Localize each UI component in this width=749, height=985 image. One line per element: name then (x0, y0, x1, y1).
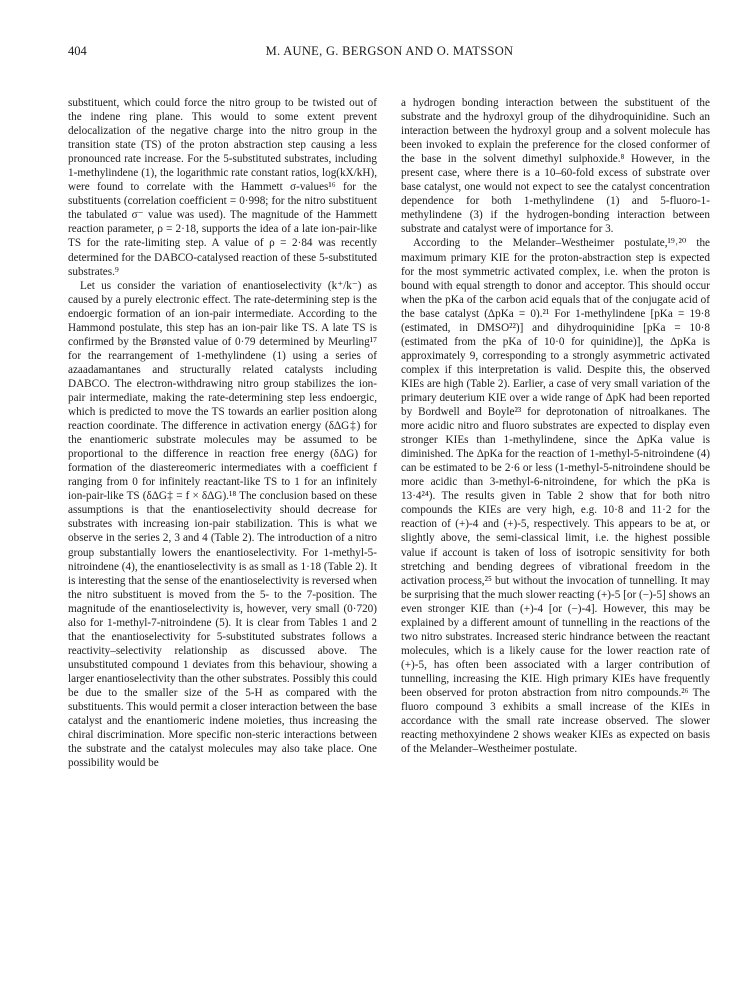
paragraph: substituent, which could force the nitro group to be twisted out of the indene ring plane. This would to some extent prevent delocalization of the negative charge into the nitro group in the transition state (TS) of the proton abstraction step causing a less pronounced rate increase. For the 5-substituted substrates, including 1-methylindene (1), the logarithmic rate constant ratios, log(kX/kH), were found to correlate with the Hammett σ-values¹⁶ for the substituents (correlation coefficient = 0·998; for the nitro substituent the tabulated σ⁻ value was used). The magnitude of the Hammett reaction parameter, ρ = 2·18, supports the idea of a late ion-pair-like TS for the rate-limiting step. A value of ρ = 2·84 was recently determined for the DABCO-catalysed reaction of these 5-substituted substrates.⁹ (68, 97, 377, 278)
running-head: M. AUNE, G. BERGSON AND O. MATSSON (265, 44, 514, 58)
paragraph: a hydrogen bonding interaction between the substituent of the substrate and the hydroxyl group of the dihydroquinidine. Such an interaction between the hydroxyl group and a solvent molecule has been invoked to explain the preference for the closed conformer of the base in the solvent dimethyl sulphoxide.⁸ However, in the present case, where there is a 10–60-fold excess of substrate over base catalyst, one would not expect to see the catalyst concentration dependence for both 1-methylindene (1) and 5-fluoro-1-methylindene (3) if the hydrogen-bonding interaction between substrate and catalyst were of importance for 3. (401, 97, 710, 236)
paragraph: Let us consider the variation of enantioselectivity (k⁺/k⁻) as caused by a purely electronic effect. The rate-determining step is the endoergic formation of an ion-pair intermediate. According to the Hammond postulate, this step has an ion-pair like TS. A late TS is confirmed by the Brønsted value of 0·79 determined by Meurling¹⁷ for the rearrangement of 1-methylindene (1) using a series of azaadamantanes and structurally related catalysts including DABCO. The electron-withdrawing nitro group stabilizes the ion-pair intermediate, making the rate-determining step less endoergic, which is predicted to move the TS towards an earlier position along reaction coordinate. The difference in activation energy (δΔG‡) for the enantiomeric substrate molecules may be assumed to be proportional to the difference in reaction free energy (δΔG) for formation of the diastereomeric intermediates with a coefficient f ranging from 0 for infinitely reactant-like TS to 1 for an infinitely ion-pair-like TS (δΔG‡ = f × δΔG).¹⁸ The conclusion based on these assumptions is that the enantioselectivity should decrease for substrates with increasing ion-pair stabilization. This is what we observe in the series 2, 3 and 4 (Table 2). The introduction of a nitro group substantially lowers the enantioselectivity. For 1-methyl-5-nitroindene (4), the enantioselectivity is as small as 1·18 (Table 2). It is interesting that the sense of the enantioselectivity is reversed when the nitro substituent is moved from the 5- to the 7-position. The magnitude of the enantioselectivity is, however, very small (0·720) also for 1-methyl-7-nitroindene (5). It is clear from Tables 1 and 2 that the enantioselectivity for 5-substituted substrates follows a reactivity–selectivity relationship as discussed above. The unsubstituted compound 1 deviates from this behaviour, showing a larger enantioselectivity than the other substrates. Possibly this could be due to the smaller size of the 5-H as compared with the substituents. This would permit a closer interaction between the base catalyst and the enantiomeric indene moieties, thus increasing the chiral discrimination. More specific non-steric interactions between the substrate and the catalyst molecules may also take place. One possibility would be (68, 279, 377, 770)
page-number: 404 (68, 44, 87, 58)
paragraph: According to the Melander–Westheimer postulate,¹⁹˒²⁰ the maximum primary KIE for the proton-abstraction step is expected for the most symmetric activated complex, i.e. when the proton is bound with equal strength to donor and acceptor. This should occur when the pKa of the carbon acid equals that of the conjugate acid of the base catalyst (ΔpKa = 0).²¹ For 1-methylindene [pKa = 19·8 (estimated, in DMSO²²)] and dihydroquinidine [pKa = 10·8 (estimated from the pKa of 10·0 for quinidine)], the ΔpKa is approximately 9, corresponding to a strongly asymmetric activated complex if this interpretation is valid. Despite this, the observed KIEs are high (Table 2). Earlier, a case of very small variation of the primary deuterium KIE over a wide range of ΔpK had been reported by Bordwell and Boyle²³ for deprotonation of nitroalkanes. The more acidic nitro and fluoro substrates are expected to display even stronger KIEs than 1-methylindene, since the ΔpKa value is diminished. The ΔpKa for the reaction of 1-methyl-5-nitroindene (4) can be estimated to be 2·6 or less (1-methyl-5-nitroindene should be more acidic than 3-methyl-6-nitroindene, for which the pKa is 13·4²⁴). The results given in Table 2 show that for both nitro compounds the KIEs are very high, e.g. 10·8 and 11·2 for the reaction of (+)-4 and (+)-5, respectively. This appears to be at, or slightly above, the semi-classical limit, i.e. the highest possible value if account is taken of loss of isotropic sensitivity for both stretching and bending degrees of vibrational freedom in the activation process,²⁵ but without the invocation of tunnelling. It may be surprising that the much slower reacting (+)-5 [or (−)-5] shows an even stronger KIE than (+)-4 [or (−)-4]. However, this may be explained by a different amount of tunnelling in the reactions of the two nitro substrates. Increased steric hindrance between the reactant molecules, which is a likely cause for the lower reaction rate of (+)-5, has often been associated with a larger contribution of tunnelling, increasing the KIE. High primary KIEs have frequently been observed for proton abstraction from nitro compounds.²⁶ The fluoro compound 3 exhibits a small increase of the KIEs in accordance with the small rate increase observed. The slower reacting methoxyindene 2 shows weaker KIEs as expected on basis of the Melander–Westheimer postulate. (401, 237, 710, 756)
page-header (68, 44, 711, 64)
left-column (68, 96, 377, 770)
right-column (401, 96, 710, 756)
